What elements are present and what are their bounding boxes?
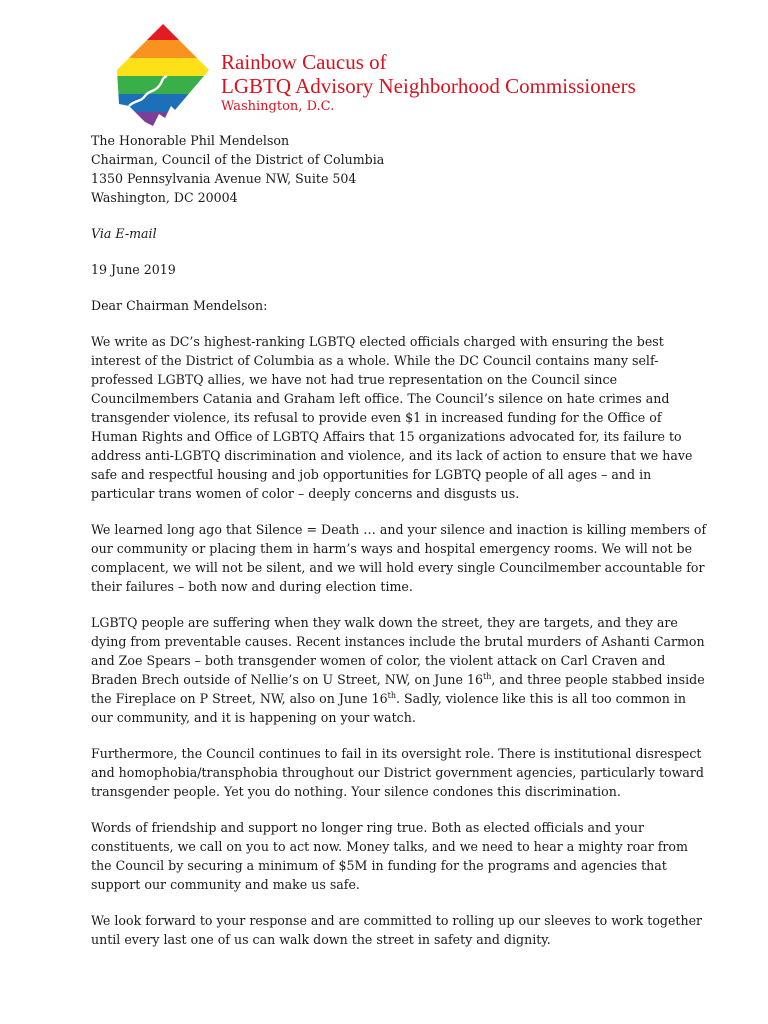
paragraph-3 xyxy=(91,613,711,727)
org-name xyxy=(221,50,636,98)
recipient-address xyxy=(91,131,711,207)
org-name-line1: Rainbow Caucus of xyxy=(221,50,387,74)
paragraph-1: We write as DC’s highest-ranking LGBTQ elected officials charged with ensuring the best interest of the District of Columbia as a whole. While the DC Council contains many self-professed LGBTQ allies, we have not had true representation on the Council since Councilmembers Catania and Graham left office. The Council’s silence on hate crimes and transgender violence, its refusal to provide even $1 in increased funding for the Office of Human Rights and Office of LGBTQ Affairs that 15 organizations advocated for, its failure to address anti-LGBTQ discrimination and violence, and its lack of action to ensure that we have safe and respectful housing and job opportunities for LGBTQ people of all ages – and in particular trans women of color – deeply concerns and disgusts us. xyxy=(91,334,693,501)
letter-date: 19 June 2019 xyxy=(91,262,176,277)
paragraph-3-text-b: , and three people stabbed inside the Fireplace on P Street, NW, also on June 16 xyxy=(91,672,705,706)
paragraph-3-text-c: . Sadly, violence like this is all too common in our community, and it is happening on your watch. xyxy=(91,691,686,725)
ordinal-suffix: th xyxy=(483,671,492,681)
org-city: Washington, D.C. xyxy=(221,99,335,114)
delivery-method: Via E-mail xyxy=(91,226,157,241)
recipient-street: 1350 Pennsylvania Avenue NW, Suite 504 xyxy=(91,171,357,186)
recipient-name: The Honorable Phil Mendelson xyxy=(91,133,290,148)
paragraph-6: We look forward to your response and are committed to rolling up our sleeves to work together until every last one of us can walk down the street in safety and dignity. xyxy=(91,913,703,947)
dc-map-rainbow-icon xyxy=(115,22,211,128)
recipient-title: Chairman, Council of the District of Columbia xyxy=(91,152,385,167)
letter-body xyxy=(91,131,711,966)
org-name-line2: LGBTQ Advisory Neighborhood Commissioners xyxy=(221,74,636,98)
paragraph-4: Furthermore, the Council continues to fail in its oversight role. There is institutional disrespect and homophobia/transphobia throughout our District government agencies, particularly toward transgender people. Yet you do nothing. Your silence condones this discrimination. xyxy=(91,746,704,799)
paragraph-5: Words of friendship and support no longer ring true. Both as elected officials and your constituents, we call on you to act now. Money talks, and we need to hear a mighty roar from the Council by securing a minimum of $5M in funding for the programs and agencies that support our community and make us safe. xyxy=(91,820,688,892)
paragraph-2: We learned long ago that Silence = Death … and your silence and inaction is killing members of our community or placing them in harm’s ways and hospital emergency rooms. We will not be complacent, we will not be silent, and we will hold every single Councilmember accountable for their failures – both now and during election time. xyxy=(91,522,707,594)
recipient-city: Washington, DC 20004 xyxy=(91,190,238,205)
salutation: Dear Chairman Mendelson: xyxy=(91,298,268,313)
ordinal-suffix: th xyxy=(387,690,397,700)
paragraph-3-text-a: LGBTQ people are suffering when they walk down the street, they are targets, and they are dying from preventable causes. Recent instances include the brutal murders of Ashanti Carmon and Zoe Spears – both transgender women of color, the violent attack on Carl Craven and Braden Brech outside of Nellie’s on U Street, NW, on June 16 xyxy=(91,615,705,687)
letterhead xyxy=(115,22,735,130)
